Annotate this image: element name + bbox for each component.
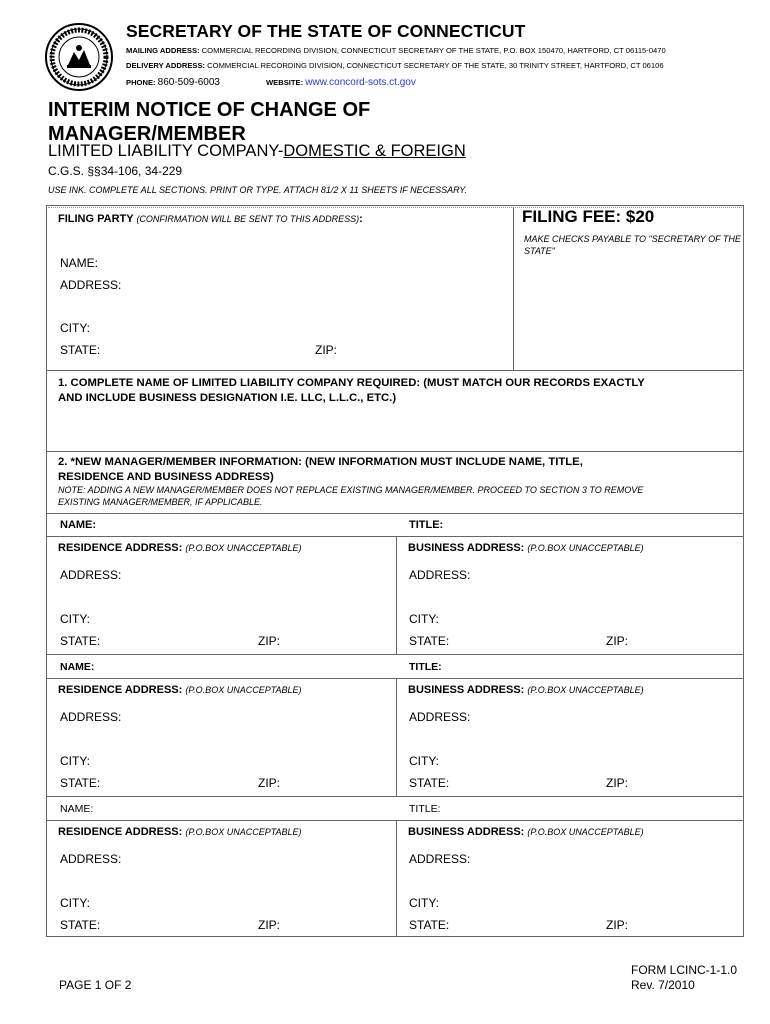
phone-line bbox=[126, 77, 220, 88]
filing-party-note: (CONFIRMATION WILL BE SENT TO THIS ADDRESS) bbox=[136, 214, 360, 224]
divider bbox=[46, 370, 744, 371]
divider bbox=[46, 678, 744, 679]
divider bbox=[46, 654, 744, 655]
member2-name-field[interactable]: NAME: bbox=[60, 661, 95, 673]
phone-label: PHONE: bbox=[126, 78, 156, 87]
website-line bbox=[266, 77, 416, 88]
filing-city-field[interactable]: CITY: bbox=[60, 321, 91, 335]
filing-party-label: FILING PARTY (CONFIRMATION WILL BE SENT TO THIS ADDRESS): bbox=[58, 213, 363, 225]
instructions: USE INK. COMPLETE ALL SECTIONS. PRINT OR TYPE. ATTACH 81/2 X 11 SHEETS IF NECESSARY. bbox=[48, 185, 467, 195]
member3-res-zip-field[interactable]: ZIP: bbox=[258, 918, 281, 932]
member3-res-city-field[interactable]: CITY: bbox=[60, 896, 91, 910]
member2-res-city-field[interactable]: CITY: bbox=[60, 754, 91, 768]
divider bbox=[46, 513, 744, 514]
revision-date: Rev. 7/2010 bbox=[631, 978, 695, 992]
section1-heading: 1. COMPLETE NAME OF LIMITED LIABILITY COMPANY REQUIRED: (MUST MATCH OUR RECORDS EXACTLY AND INCLUDE BUSINESS DESIGNATION I.E. LLC, L.L.C., ETC.) bbox=[58, 377, 645, 404]
divider bbox=[46, 451, 744, 452]
member1-res-city-field[interactable]: CITY: bbox=[60, 612, 91, 626]
divider bbox=[46, 820, 744, 821]
divider bbox=[46, 796, 744, 797]
website-label: WEBSITE: bbox=[266, 78, 304, 87]
fee-divider bbox=[513, 207, 514, 370]
member3-bus-city-field[interactable]: CITY: bbox=[409, 896, 440, 910]
column-divider bbox=[396, 678, 397, 796]
section2-note: NOTE: ADDING A NEW MANAGER/MEMBER DOES NOT REPLACE EXISTING MANAGER/MEMBER. PROCEED TO SECTION 3 TO REMOVE EXISTING MANAGER/MEMBER, IF APPLICABLE. bbox=[58, 485, 644, 507]
website-link[interactable]: www.concord-sots.ct.gov bbox=[305, 77, 416, 88]
filing-fee: FILING FEE: $20 bbox=[522, 207, 655, 226]
section2-heading: 2. *NEW MANAGER/MEMBER INFORMATION: (NEW INFORMATION MUST INCLUDE NAME, TITLE, RESIDENCE AND BUSINESS ADDRESS) bbox=[58, 456, 583, 483]
filing-name-field[interactable]: NAME: bbox=[60, 256, 99, 270]
member3-bus-address-field[interactable]: ADDRESS: bbox=[409, 852, 471, 866]
member2-residence-label: RESIDENCE ADDRESS: (P.O.BOX UNACCEPTABLE) bbox=[58, 684, 302, 696]
member1-bus-zip-field[interactable]: ZIP: bbox=[606, 634, 629, 648]
fee-note: MAKE CHECKS PAYABLE TO "SECRETARY OF THE STATE" bbox=[524, 234, 741, 256]
member2-title-field[interactable]: TITLE: bbox=[409, 661, 442, 673]
phone-value: 860-509-6003 bbox=[157, 77, 220, 88]
member2-bus-address-field[interactable]: ADDRESS: bbox=[409, 710, 471, 724]
member1-bus-address-field[interactable]: ADDRESS: bbox=[409, 568, 471, 582]
member3-bus-zip-field[interactable]: ZIP: bbox=[606, 918, 629, 932]
member3-res-address-field[interactable]: ADDRESS: bbox=[60, 852, 122, 866]
member1-res-zip-field[interactable]: ZIP: bbox=[258, 634, 281, 648]
filing-zip-field[interactable]: ZIP: bbox=[315, 343, 338, 357]
member1-title-field[interactable]: TITLE: bbox=[409, 519, 444, 531]
mailing-label: MAILING ADDRESS: bbox=[126, 46, 200, 55]
column-divider bbox=[396, 536, 397, 654]
column-divider bbox=[396, 820, 397, 936]
form-title-line2: MANAGER/MEMBER bbox=[48, 123, 246, 145]
member3-residence-label: RESIDENCE ADDRESS: (P.O.BOX UNACCEPTABLE) bbox=[58, 826, 302, 838]
form-title bbox=[48, 98, 370, 146]
member3-bus-state-field[interactable]: STATE: bbox=[409, 918, 450, 932]
delivery-address bbox=[126, 61, 664, 70]
page-number: PAGE 1 OF 2 bbox=[59, 978, 132, 992]
member1-bus-state-field[interactable]: STATE: bbox=[409, 634, 450, 648]
form-number: FORM LCINC-1-1.0 bbox=[631, 963, 738, 977]
member1-bus-city-field[interactable]: CITY: bbox=[409, 612, 440, 626]
state-seal-icon bbox=[44, 22, 114, 92]
mailing-value: COMMERCIAL RECORDING DIVISION, CONNECTICUT SECRETARY OF THE STATE, P.O. BOX 150470, HARTFORD, CT 06115-0470 bbox=[201, 46, 666, 55]
member1-res-state-field[interactable]: STATE: bbox=[60, 634, 101, 648]
member3-res-state-field[interactable]: STATE: bbox=[60, 918, 101, 932]
subtitle-underlined: DOMESTIC & FOREIGN bbox=[283, 142, 466, 160]
delivery-label: DELIVERY ADDRESS: bbox=[126, 61, 206, 70]
member2-res-address-field[interactable]: ADDRESS: bbox=[60, 710, 122, 724]
delivery-value: COMMERCIAL RECORDING DIVISION, CONNECTICUT SECRETARY OF THE STATE, 30 TRINITY STREET, HARTFORD, CT 06106 bbox=[207, 61, 664, 70]
agency-title: SECRETARY OF THE STATE OF CONNECTICUT bbox=[126, 21, 526, 41]
member1-name-field[interactable]: NAME: bbox=[60, 519, 97, 531]
member1-business-label: BUSINESS ADDRESS: (P.O.BOX UNACCEPTABLE) bbox=[408, 542, 644, 554]
subtitle-prefix: LIMITED LIABILITY COMPANY- bbox=[48, 142, 284, 160]
member3-title-field[interactable]: TITLE: bbox=[409, 803, 441, 815]
member2-res-state-field[interactable]: STATE: bbox=[60, 776, 101, 790]
member1-residence-label: RESIDENCE ADDRESS: (P.O.BOX UNACCEPTABLE) bbox=[58, 542, 302, 554]
member2-business-label: BUSINESS ADDRESS: (P.O.BOX UNACCEPTABLE) bbox=[408, 684, 644, 696]
form-subtitle bbox=[48, 142, 466, 161]
filing-state-field[interactable]: STATE: bbox=[60, 343, 101, 357]
member2-bus-zip-field[interactable]: ZIP: bbox=[606, 776, 629, 790]
member3-business-label: BUSINESS ADDRESS: (P.O.BOX UNACCEPTABLE) bbox=[408, 826, 644, 838]
statute: C.G.S. §§34-106, 34-229 bbox=[48, 164, 183, 178]
member1-res-address-field[interactable]: ADDRESS: bbox=[60, 568, 122, 582]
member3-name-field[interactable]: NAME: bbox=[60, 803, 94, 815]
member2-res-zip-field[interactable]: ZIP: bbox=[258, 776, 281, 790]
form-title-line1: INTERIM NOTICE OF CHANGE OF bbox=[48, 99, 371, 121]
divider bbox=[46, 536, 744, 537]
filing-address-field[interactable]: ADDRESS: bbox=[60, 278, 122, 292]
mailing-address bbox=[126, 46, 666, 55]
member2-bus-state-field[interactable]: STATE: bbox=[409, 776, 450, 790]
member2-bus-city-field[interactable]: CITY: bbox=[409, 754, 440, 768]
